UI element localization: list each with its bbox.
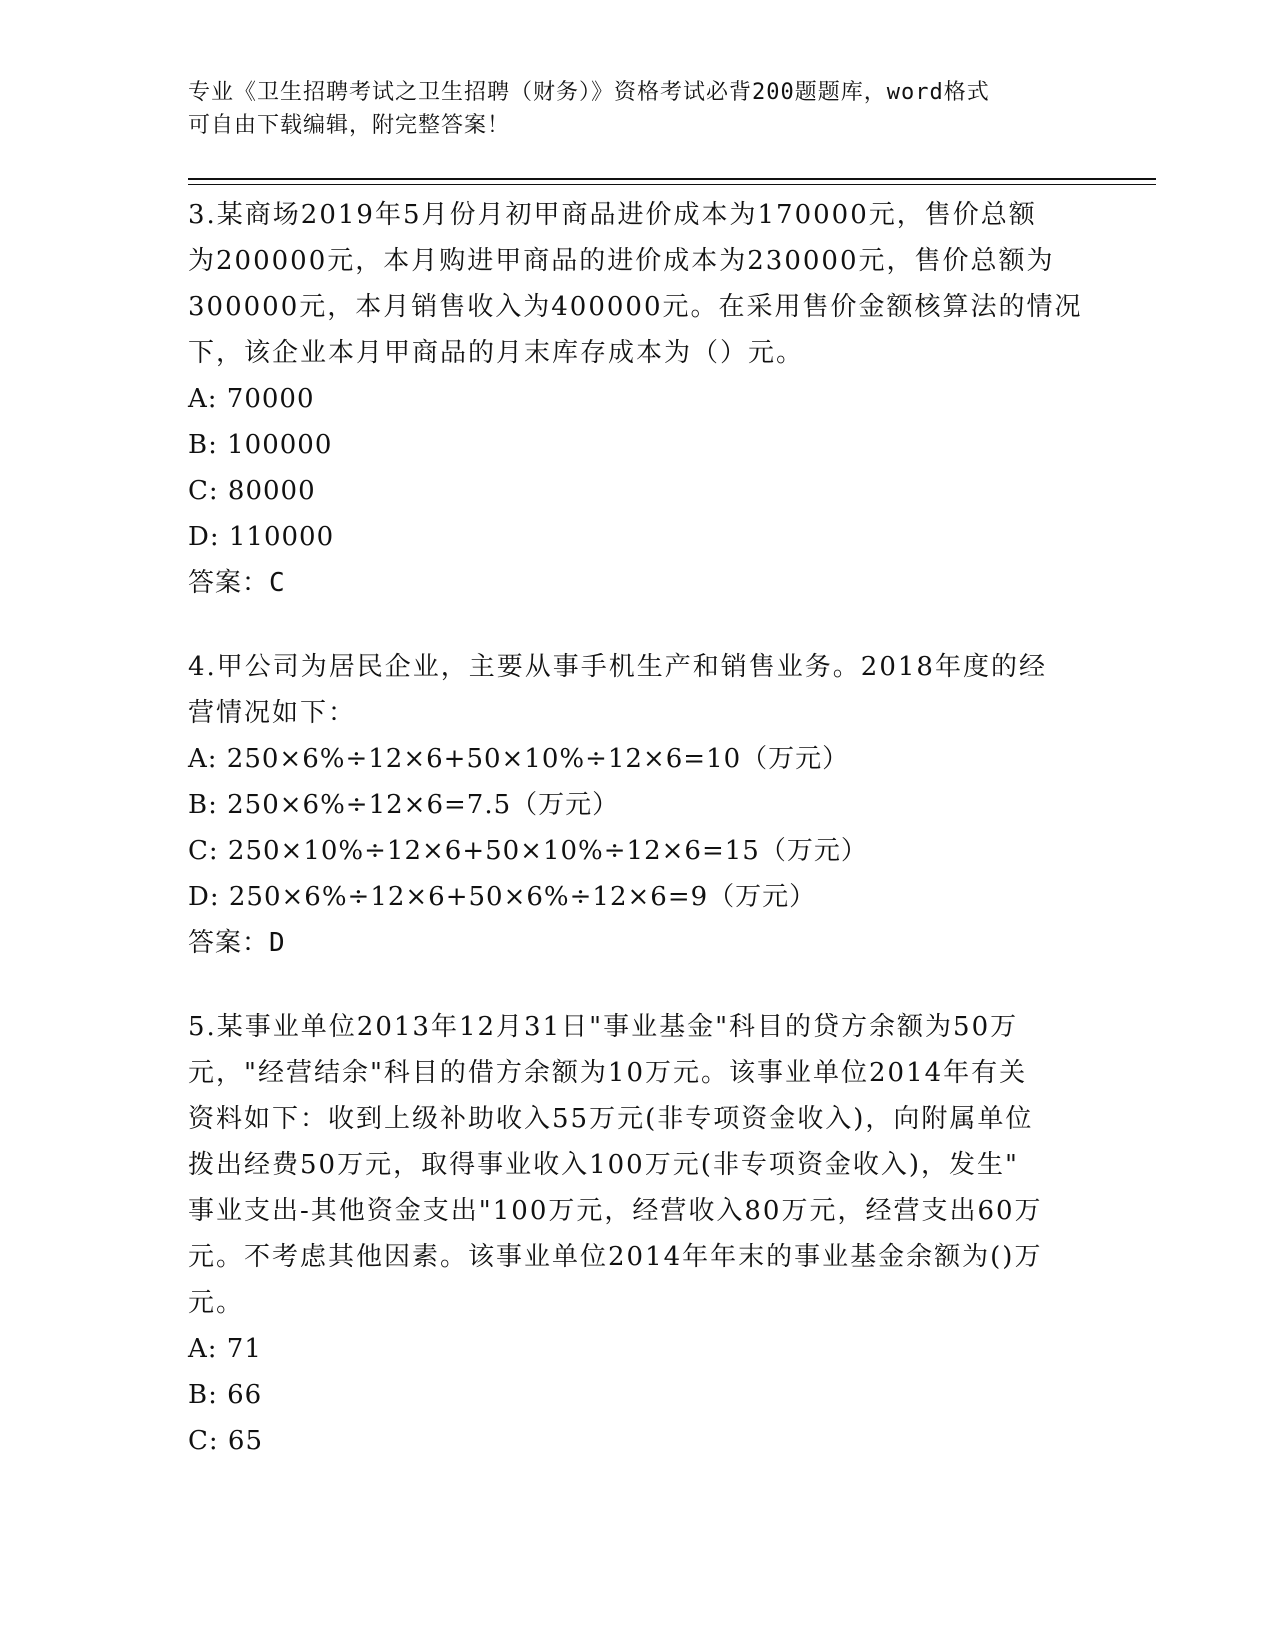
header-divider-thick	[188, 178, 1156, 180]
option-d: D: 110000	[188, 522, 335, 552]
question-list	[188, 192, 1088, 1502]
question-stem	[188, 644, 1088, 736]
answer: 答案：D	[188, 928, 286, 958]
header-line-2: 可自由下载编辑，附完整答案！	[188, 113, 511, 138]
option-c: C: 65	[188, 1426, 264, 1456]
stem-line: 元，"经营结余"科目的借方余额为10万元。该事业单位2014年有关	[188, 1058, 1028, 1088]
option-a: A: 71	[188, 1334, 262, 1364]
stem-line: 3.某商场2019年5月份月初甲商品进价成本为170000元，售价总额	[188, 200, 1037, 230]
option-b: B: 66	[188, 1380, 263, 1410]
stem-line: 元。	[188, 1288, 245, 1318]
stem-line: 300000元，本月销售收入为400000元。在采用售价金额核算法的情况	[188, 292, 1083, 322]
stem-line: 元。不考虑其他因素。该事业单位2014年年末的事业基金余额为()万	[188, 1242, 1043, 1272]
question-5	[188, 1004, 1088, 1464]
option-b: B: 100000	[188, 430, 333, 460]
stem-line: 资料如下：收到上级补助收入55万元(非专项资金收入)，向附属单位	[188, 1104, 1034, 1134]
stem-line: 拨出经费50万元，取得事业收入100万元(非专项资金收入)，发生"	[188, 1150, 1019, 1180]
question-stem	[188, 192, 1088, 376]
option-a: A: 70000	[188, 384, 315, 414]
question-3	[188, 192, 1088, 606]
header-line-1: 专业《卫生招聘考试之卫生招聘（财务）》资格考试必背200题题库，word格式	[188, 80, 990, 105]
stem-line: 事业支出-其他资金支出"100万元，经营收入80万元，经营支出60万	[188, 1196, 1043, 1226]
stem-line: 下，该企业本月甲商品的月末库存成本为（）元。	[188, 338, 805, 368]
option-c: C: 80000	[188, 476, 316, 506]
stem-line: 营情况如下：	[188, 698, 357, 728]
option-b: B: 250×6%÷12×6=7.5（万元）	[188, 790, 620, 820]
header-divider-thin	[188, 184, 1156, 185]
document-header	[188, 76, 1088, 142]
option-d: D: 250×6%÷12×6+50×6%÷12×6=9（万元）	[188, 882, 817, 912]
option-c: C: 250×10%÷12×6+50×10%÷12×6=15（万元）	[188, 836, 868, 866]
answer: 答案：C	[188, 568, 286, 598]
stem-line: 5.某事业单位2013年12月31日"事业基金"科目的贷方余额为50万	[188, 1012, 1019, 1042]
stem-line: 为200000元，本月购进甲商品的进价成本为230000元，售价总额为	[188, 246, 1055, 276]
option-a: A: 250×6%÷12×6+50×10%÷12×6=10（万元）	[188, 744, 850, 774]
question-4	[188, 644, 1088, 966]
stem-line: 4.甲公司为居民企业，主要从事手机生产和销售业务。2018年度的经	[188, 652, 1047, 682]
question-stem	[188, 1004, 1088, 1326]
